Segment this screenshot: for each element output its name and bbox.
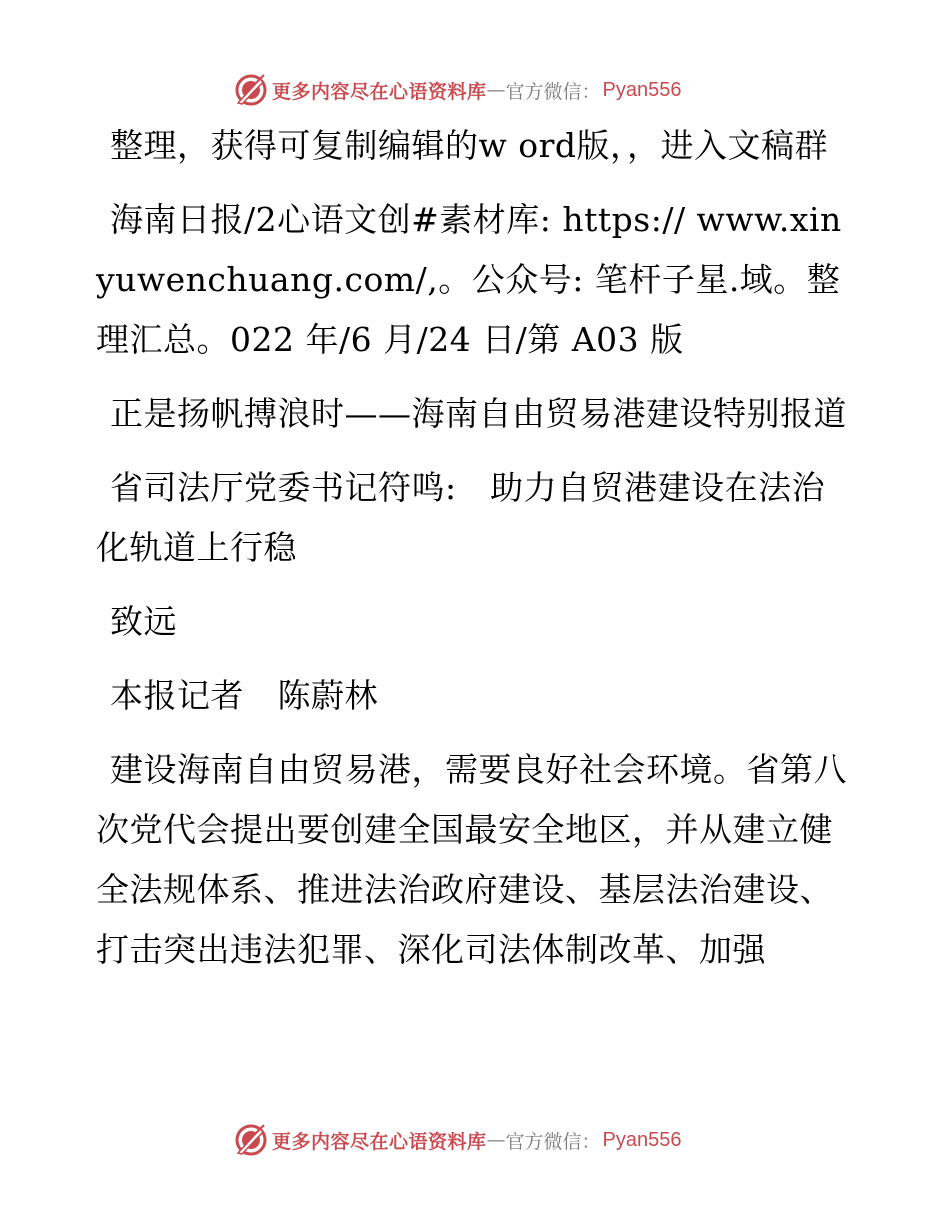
banner-wechat-id: Pyan556 [602, 78, 682, 101]
footer-banner [234, 1122, 682, 1158]
article-headline: 正是扬帆搏浪时——海南自由贸易港建设特别报道 [110, 394, 847, 433]
banner-brand-text: 更多内容尽在心语资料库 [272, 1130, 487, 1153]
article-byline: 本报记者 陈蔚林 [110, 676, 378, 715]
banner-dash: — [486, 79, 506, 101]
paragraph: 建设海南自由贸易港，需要良好社会环境。省第八次党代会提出要创建全国最安全地区，并从建立健全法规体系、推进法治政府建设、基层法治建设、打击突出违法犯罪、深化司法体制改革、加强 [96, 750, 847, 969]
quill-seal-icon [234, 1123, 268, 1157]
banner-wechat-id: Pyan556 [602, 1128, 682, 1151]
paragraph: 海南日报/2心语文创#素材库: https:// www.xinyuwenchuang.com/,。公众号: 笔杆子星.域。整理汇总。022 年/6 月/24 日/第 A03 版 [96, 200, 842, 359]
banner-dash: — [486, 1129, 506, 1151]
document-body [96, 116, 856, 994]
banner-brand-text: 更多内容尽在心语资料库 [272, 80, 487, 103]
article-subheadline: 省司法厅党委书记符鸣: 助力自贸港建设在法治化轨道上行稳 [96, 468, 826, 567]
article-subheadline-continued: 致远 [110, 602, 177, 641]
quill-seal-icon [234, 73, 268, 107]
paragraph: 整理，获得可复制编辑的w ord版，，进入文稿群 [110, 126, 829, 165]
banner-wechat-label: 官方微信： [505, 1130, 601, 1153]
header-banner [234, 72, 682, 108]
banner-wechat-label: 官方微信： [505, 80, 601, 103]
